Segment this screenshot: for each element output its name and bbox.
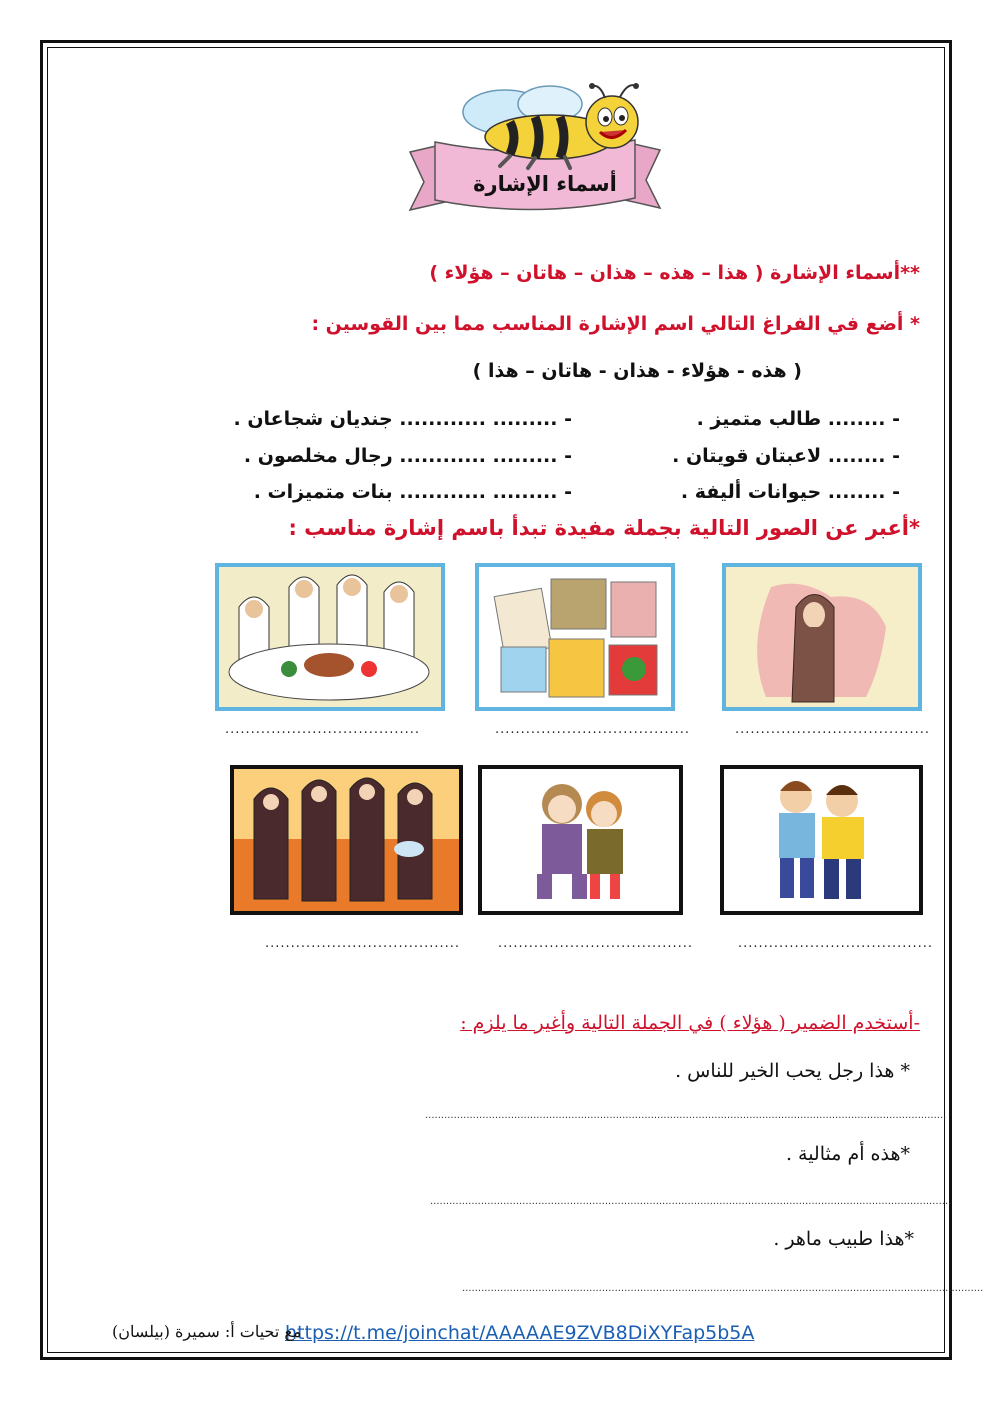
answer-line-2: .................................................................................................................................................................... <box>430 1196 952 1207</box>
answer-dots-2: ...................................... <box>495 722 691 737</box>
sentence-1: * هذا رجل يحب الخير للناس . <box>675 1060 910 1082</box>
instruction-fill-blank: * أضع في الفراغ التالي اسم الإشارة المناسب مما بين القوسين : <box>311 313 920 335</box>
answer-dots-3: ...................................... <box>735 722 931 737</box>
answer-line-1: .................................................................................................................................................................... <box>425 1110 947 1121</box>
telegram-link[interactable]: https://t.me/joinchat/AAAAAE9ZVB8DiXYFap5b5A <box>285 1322 755 1344</box>
sentence-3: *هذا طبيب ماهر . <box>773 1228 914 1250</box>
books-illustration <box>479 567 671 707</box>
sentence-2: *هذه أم مثالية . <box>785 1143 910 1165</box>
answer-line-3: .................................................................................................................................................................... <box>462 1283 984 1294</box>
options-list: ( هذه - هؤلاء - هذان - هاتان – هذا ) <box>472 360 802 382</box>
picture-books <box>475 563 675 711</box>
picture-two-girls <box>478 765 683 915</box>
page-title: أسماء الإشارة <box>473 172 617 196</box>
instruction-pronoun: -أستخدم الضمير ( هؤلاء ) في الجملة التالية وأغير ما يلزم : <box>460 1012 920 1034</box>
demonstratives-list: **أسماء الإشارة ( هذا – هذه – هذان – هاتان – هؤلاء ) <box>429 262 920 284</box>
picture-two-boys <box>720 765 923 915</box>
author-signature: مع تحيات أ: سميرة (بيلسان) <box>112 1322 302 1341</box>
title-banner <box>400 82 670 222</box>
answer-dots-5: ...................................... <box>498 936 694 951</box>
answer-dots-6: ...................................... <box>738 936 934 951</box>
exercise-right-3: - ........ حيوانات أليفة . <box>680 481 900 503</box>
exercise-right-2: - ........ لاعبتان قويتان . <box>672 445 900 467</box>
instruction-pictures: *أعبر عن الصور التالية بجملة مفيدة تبدأ باسم إشارة مناسب : <box>288 516 920 540</box>
exercise-left-1: - ......... ............ جنديان شجاعان . <box>233 408 572 430</box>
exercise-right-1: - ........ طالب متميز . <box>696 408 900 430</box>
men-at-dinner-illustration <box>219 567 441 707</box>
picture-woman <box>722 563 922 711</box>
picture-men-dinner <box>215 563 445 711</box>
answer-dots-4: ...................................... <box>265 936 461 951</box>
picture-women-sitting <box>230 765 463 915</box>
exercise-left-2: - ......... ............ رجال مخلصون . <box>243 445 572 467</box>
two-girls-illustration <box>482 769 679 911</box>
answer-dots-1: ...................................... <box>225 722 421 737</box>
women-sitting-illustration <box>234 769 459 911</box>
two-boys-illustration <box>724 769 919 911</box>
exercise-left-3: - ......... ............ بنات متميزات . <box>253 481 572 503</box>
woman-in-abaya-illustration <box>726 567 918 707</box>
